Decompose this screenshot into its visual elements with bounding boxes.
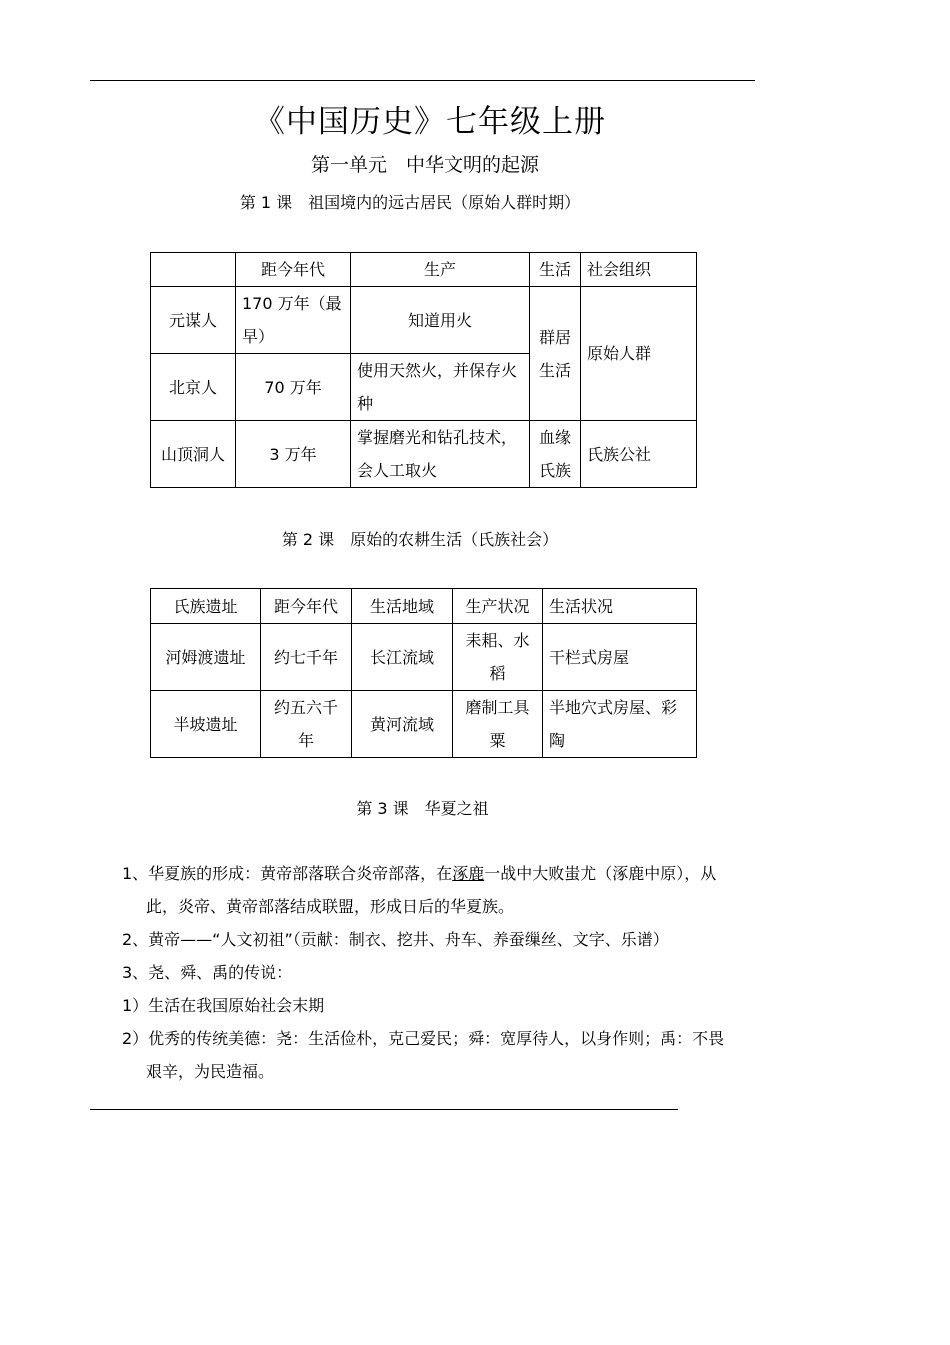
lesson-2-heading [0, 527, 840, 550]
table-cell: 约五六千年 [261, 691, 352, 758]
table-row [151, 691, 697, 758]
unit-heading: 第一单元 中华文明的起源 [310, 154, 539, 176]
header-cell: 生活状况 [543, 589, 697, 624]
table-header-row [151, 253, 697, 287]
table-cell: 半坡遗址 [151, 691, 261, 758]
table-cell-merged: 群居生活 [530, 287, 581, 421]
page-title: 《中国历史》七年级上册 [254, 104, 606, 140]
paragraph-1 [122, 857, 716, 890]
table-cell: 使用天然火，并保存火种 [351, 354, 530, 421]
lesson-3-name: 华夏之祖 [424, 799, 489, 818]
table-cell: 河姆渡遗址 [151, 624, 261, 691]
paragraph-1-text: 一战中大败蚩尤（涿鹿中原），从 [484, 864, 717, 883]
paragraph-5-continued: 艰辛，为民造福。 [146, 1062, 275, 1081]
header-cell: 生产状况 [453, 589, 543, 624]
header-cell: 生产 [351, 253, 530, 287]
header-cell: 生活地域 [352, 589, 453, 624]
table-cell-merged: 原始人群 [581, 287, 697, 421]
table-cell: 约七千年 [261, 624, 352, 691]
bottom-rule [90, 1109, 678, 1110]
header-cell: 生活 [530, 253, 581, 287]
paragraph-1-continued: 此，炎帝、黄帝部落结成联盟，形成日后的华夏族。 [146, 897, 515, 916]
paragraph-3: 3、尧、舜、禹的传说： [122, 963, 293, 982]
table-header-row [151, 589, 697, 624]
table-cell: 70 万年 [236, 354, 351, 421]
header-cell: 社会组织 [581, 253, 697, 287]
table-cell: 170 万年（最早） [236, 287, 351, 354]
lesson-3-number: 第 3 课 [356, 799, 409, 818]
lesson-1-heading [0, 190, 820, 213]
lesson-1-number: 第 1 课 [239, 193, 293, 212]
paragraph-5: 2）优秀的传统美德：尧：生活俭朴，克己爱民；舜：宽厚待人，以身作则；禹：不畏 [122, 1029, 725, 1048]
header-cell [151, 253, 236, 287]
lesson-2-number: 第 2 课 [281, 530, 335, 549]
paragraph-4: 1）生活在我国原始社会末期 [122, 996, 325, 1015]
top-rule [90, 80, 755, 81]
table-row [151, 624, 697, 691]
table-cell: 知道用火 [351, 287, 530, 354]
table-cell: 长江流域 [352, 624, 453, 691]
header-cell: 距今年代 [261, 589, 352, 624]
table-row [151, 287, 697, 354]
table-row [151, 421, 697, 488]
underlined-term: 涿鹿 [452, 864, 485, 883]
paragraph-2: 2、黄帝——“人文初祖”（贡献：制衣、挖井、舟车、养蚕缫丝、文字、乐谱） [122, 930, 669, 949]
table-cell: 血缘氏族 [530, 421, 581, 488]
lesson-3-heading [0, 796, 845, 819]
table-cell: 北京人 [151, 354, 236, 421]
table-cell: 干栏式房屋 [543, 624, 697, 691]
lesson-2-name: 原始的农耕生活（氏族社会） [350, 530, 559, 549]
lesson-1-table [150, 252, 697, 488]
paragraph-1-text: 1、华夏族的形成：黄帝部落联合炎帝部落，在 [122, 864, 453, 883]
table-cell: 耒耜、水稻 [453, 624, 543, 691]
table-cell: 黄河流域 [352, 691, 453, 758]
header-cell: 距今年代 [236, 253, 351, 287]
table-cell: 元谋人 [151, 287, 236, 354]
table-cell: 掌握磨光和钻孔技术，会人工取火 [351, 421, 530, 488]
table-cell: 氏族公社 [581, 421, 697, 488]
table-cell: 磨制工具粟 [453, 691, 543, 758]
table-cell: 山顶洞人 [151, 421, 236, 488]
table-cell: 3 万年 [236, 421, 351, 488]
table-cell: 半地穴式房屋、彩陶 [543, 691, 697, 758]
lesson-2-table [150, 588, 697, 758]
header-cell: 氏族遗址 [151, 589, 261, 624]
lesson-1-name: 祖国境内的远古居民（原始人群时期） [308, 193, 581, 212]
